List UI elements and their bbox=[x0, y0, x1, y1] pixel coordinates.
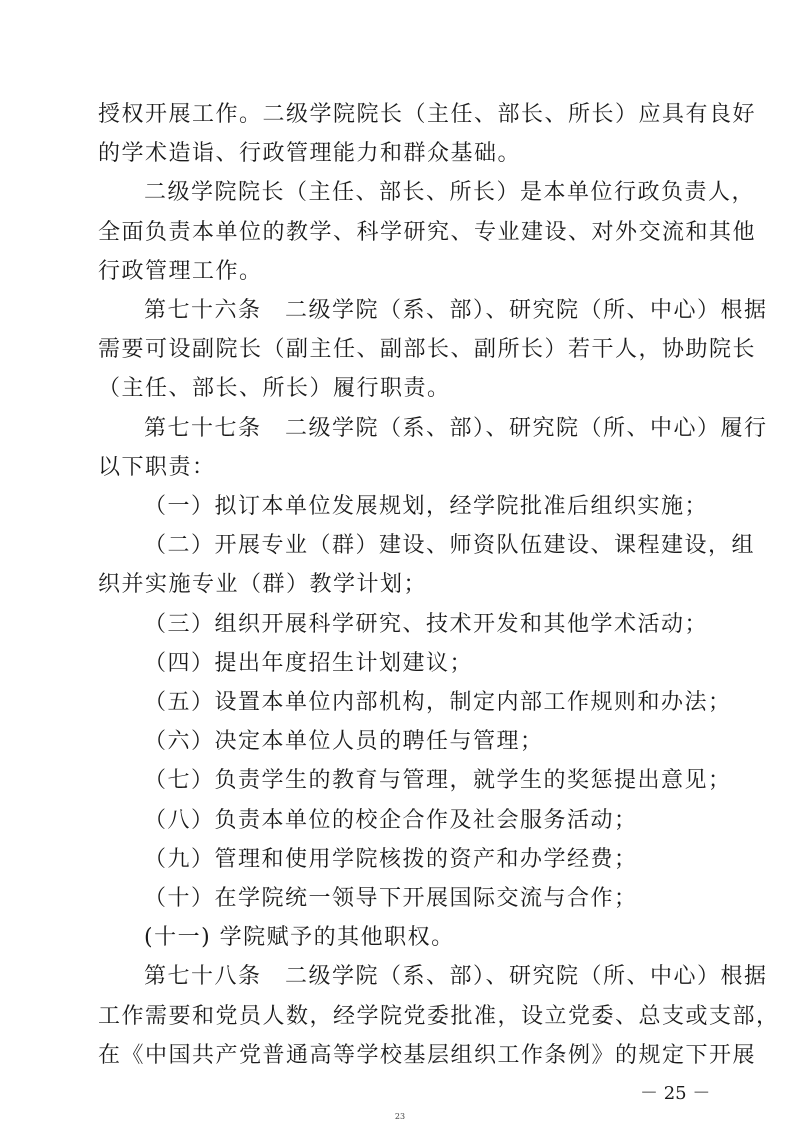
text-line: 二级学院院长（主任、部长、所长）是本单位行政负责人， bbox=[144, 180, 756, 206]
text-line: 第七十七条 二级学院（系、部）、研究院（所、中心）履行 bbox=[144, 415, 768, 441]
text-line: （七）负责学生的教育与管理，就学生的奖惩提出意见； bbox=[144, 768, 732, 794]
text-line: （九）管理和使用学院核拨的资产和办学经费； bbox=[144, 846, 638, 872]
page-number: － 25 － bbox=[640, 1082, 711, 1104]
text-line: 第七十六条 二级学院（系、部）、研究院（所、中心）根据 bbox=[144, 298, 768, 323]
text-line: 需要可设副院长（副主任、副部长、副所长）若干人，协助院长 bbox=[98, 337, 757, 363]
text-line: （四）提出年度招生计划建议； bbox=[144, 650, 474, 676]
text-line: 的学术造诣、行政管理能力和群众基础。 bbox=[98, 141, 522, 167]
text-line: （三）组织开展科学研究、技术开发和其他学术活动； bbox=[144, 611, 709, 637]
text-line: （主任、部长、所长）履行职责。 bbox=[98, 376, 451, 402]
text-line: （二）开展专业（群）建设、师资队伍建设、课程建设，组 bbox=[144, 533, 756, 559]
text-line: （八）负责本单位的校企合作及社会服务活动； bbox=[144, 807, 638, 833]
text-line: 授权开展工作。二级学院院长（主任、部长、所长）应具有良好 bbox=[98, 102, 757, 127]
text-line: 以下职责： bbox=[98, 454, 216, 480]
text-line: 织并实施专业（群）教学计划； bbox=[98, 572, 428, 598]
text-line: 在《中国共产党普通高等学校基层组织工作条例》的规定下开展 bbox=[98, 1042, 757, 1068]
text-line: （六）决定本单位人员的聘任与管理； bbox=[144, 729, 544, 755]
text-line: （一）拟订本单位发展规划，经学院批准后组织实施； bbox=[144, 494, 709, 519]
footer-number: 23 bbox=[394, 1112, 406, 1121]
text-line: 工作需要和党员人数，经学院党委批准，设立党委、总支或支部， bbox=[98, 1003, 780, 1029]
text-line: 全面负责本单位的教学、科学研究、专业建设、对外交流和其他 bbox=[98, 219, 757, 245]
text-line: 第七十八条 二级学院（系、部）、研究院（所、中心）根据 bbox=[144, 964, 768, 990]
text-line: （十）在学院统一领导下开展国际交流与合作； bbox=[144, 886, 638, 911]
text-line: 行政管理工作。 bbox=[98, 258, 263, 284]
text-line: （五）设置本单位内部机构，制定内部工作规则和办法； bbox=[144, 690, 732, 715]
text-line: (十一) 学院赋予的其他职权。 bbox=[144, 925, 455, 951]
